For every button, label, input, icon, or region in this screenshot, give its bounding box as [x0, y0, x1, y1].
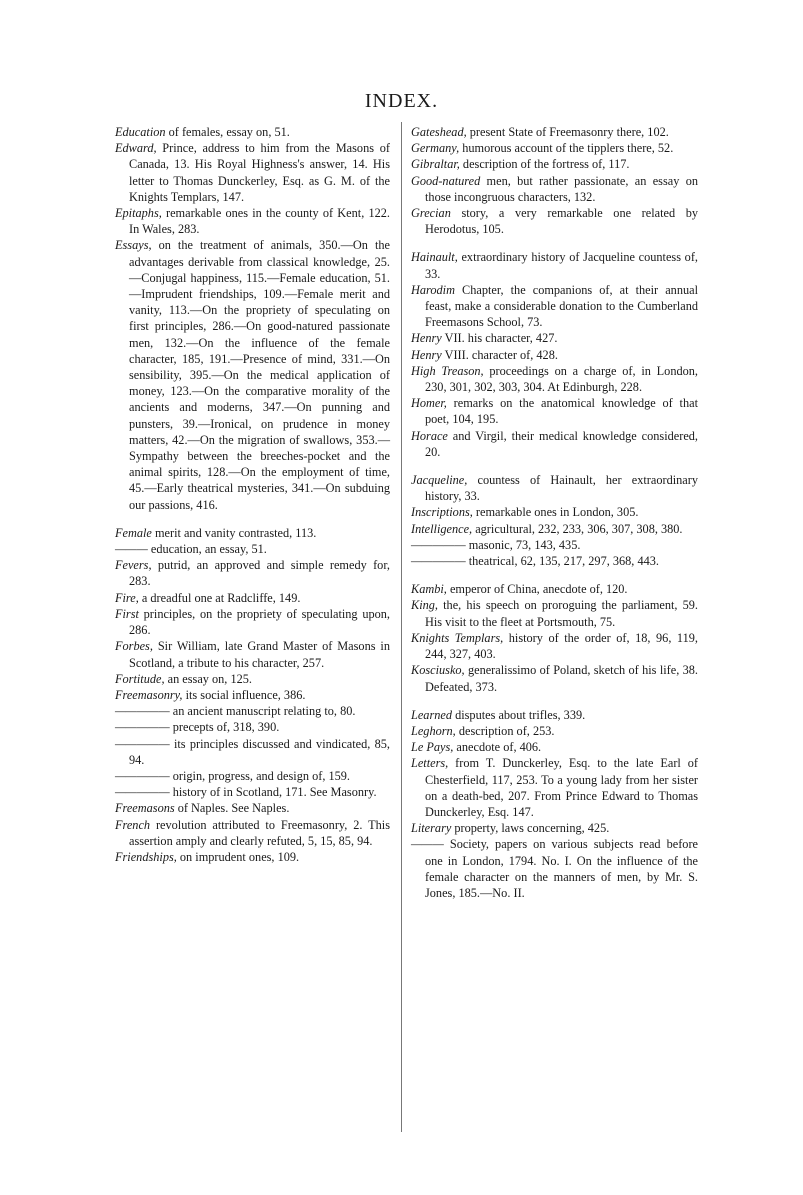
entry-heading: —————	[115, 720, 170, 735]
index-entry	[411, 140, 698, 156]
entry-heading: Grecian	[411, 206, 451, 221]
entry-heading: French	[115, 817, 151, 832]
index-entry	[411, 521, 698, 537]
index-entry	[411, 330, 698, 346]
index-entry	[115, 703, 390, 719]
entry-text: men, but rather passionate, an essay on those incongruous characters, 132.	[425, 173, 698, 204]
index-entry	[115, 849, 390, 865]
index-entry	[411, 428, 698, 460]
index-entry	[411, 472, 698, 504]
index-entry	[115, 768, 390, 784]
entry-text: history of the order of, 18, 96, 119, 244, 327, 403.	[425, 630, 698, 662]
entry-heading: Henry	[411, 347, 442, 362]
entry-text: story, a very remarkable one related by Herodotus, 105.	[425, 206, 698, 237]
index-entry	[411, 249, 698, 281]
entry-text: of Naples. See Naples.	[174, 801, 290, 816]
index-entry	[115, 590, 390, 606]
entry-text: VIII. character of, 428.	[441, 347, 558, 362]
entry-text: generalissimo of Poland, sketch of his life, 38. Defeated, 373.	[425, 663, 698, 694]
entry-text: an essay on, 125.	[164, 671, 252, 686]
entry-heading: ———	[411, 837, 444, 852]
entry-text: emperor of China, anecdote of, 120.	[446, 582, 628, 597]
index-entry	[115, 671, 390, 687]
entry-text: precepts of, 318, 390.	[169, 720, 280, 735]
index-entry	[411, 630, 698, 662]
entry-heading: Hainault,	[411, 250, 458, 265]
index-entry	[115, 800, 390, 816]
index-entry	[115, 606, 390, 638]
index-entry	[411, 723, 698, 739]
index-entry	[411, 395, 698, 427]
entry-heading: Freemasonry,	[115, 687, 183, 702]
entry-heading: Education	[115, 125, 166, 139]
entry-text: description of, 253.	[455, 723, 555, 738]
index-entry	[115, 124, 390, 140]
entry-text: description of the fortress of, 117.	[459, 157, 630, 172]
page-title: INDEX.	[364, 90, 439, 112]
entry-heading: Essays,	[115, 238, 152, 253]
entry-text: theatrical, 62, 135, 217, 297, 368, 443.	[465, 554, 659, 569]
entry-heading: Edward,	[115, 141, 157, 156]
entry-text: Chapter, the companions of, at their annual feast, make a considerable donation to the Cumberland Freemasons School, 73.	[425, 282, 698, 330]
column-divider	[401, 122, 402, 1132]
index-entry	[115, 557, 390, 589]
entry-text: on the treatment of animals, 350.—On the advantages derivable from classical knowledge, 25.—Conjugal happiness, 115.—Female education, 51.—Imprudent friendships, 109.—Female merit and vanity, 113.—On the propriety of speculating on first principles, 286.—On good-natured passionate men, 132.—On the influence of the female character, 185, 191.—Presence of mind, 331.—On sensibility, 395.—On the medical application of money, 123.—On the comparative morality of the ancients and moderns, 347.—On punning and punsters, 39.—Ironical, on prudence in money matters, 42.—On the migration of swallows, 353.—Sympathy between the breeches-pocket and the animal spirits, 128.—On the employment of time, 45.—Early theatrical mysteries, 341.—On subduing our passions, 416.	[129, 238, 390, 512]
entry-heading: Good-natured	[411, 173, 481, 188]
entry-heading: High Treason,	[411, 363, 484, 378]
entry-text: from T. Dunckerley, Esq. to the late Earl of Chesterfield, 117, 253. To a young lady from her sister on a death-bed, 207. From Prince Edward to Thomas Dunckerley, Esq. 147.	[425, 756, 698, 819]
left-column	[115, 124, 390, 865]
index-entry	[411, 820, 698, 836]
index-entry	[411, 363, 698, 395]
entry-text: a dreadful one at Radcliffe, 149.	[138, 590, 301, 605]
entry-heading: Freemasons	[115, 801, 175, 816]
index-entry	[411, 755, 698, 820]
entry-text: history of in Scotland, 171. See Masonry.	[169, 785, 377, 800]
entry-heading: Fire,	[115, 590, 139, 605]
entry-text: present State of Freemasonry there, 102.	[466, 125, 669, 139]
entry-heading: Literary	[411, 821, 452, 836]
index-entry	[411, 156, 698, 172]
entry-heading: Homer,	[411, 396, 447, 411]
index-entry	[411, 707, 698, 723]
entry-heading: Gateshead,	[411, 125, 467, 139]
entry-heading: Horace	[411, 428, 448, 443]
index-entry	[411, 553, 698, 569]
index-entry	[115, 237, 390, 512]
entry-heading: —————	[115, 785, 170, 800]
entry-heading: Leghorn,	[411, 723, 456, 738]
entry-heading: Inscriptions,	[411, 505, 473, 520]
entry-text: agricultural, 232, 233, 306, 307, 308, 380.	[472, 521, 683, 536]
entry-text: humorous account of the tipplers there, 52.	[459, 141, 674, 156]
entry-text: revolution attributed to Freemasonry, 2. This assertion amply and clearly refuted, 5, 15, 85, 94.	[129, 817, 390, 848]
index-entry	[115, 140, 390, 205]
index-entry	[411, 739, 698, 755]
entry-text: Society, papers on various subjects read before one in London, 1794. No. I. On the influence of the female character on the manners of men, by Mr. S. Jones, 185.—No. II.	[425, 837, 698, 900]
index-entry	[411, 282, 698, 331]
entry-text: anecdote of, 406.	[453, 740, 542, 755]
entry-heading: Letters,	[411, 756, 449, 771]
right-column	[411, 124, 698, 901]
index-entry	[115, 719, 390, 735]
index-entry	[411, 173, 698, 205]
index-entry	[115, 736, 390, 768]
entry-heading: Harodim	[411, 282, 455, 297]
entry-text: remarkable ones in London, 305.	[472, 505, 639, 520]
index-entry	[115, 205, 390, 237]
entry-text: on imprudent ones, 109.	[176, 849, 300, 864]
entry-heading: Learned	[411, 707, 452, 722]
index-entry	[115, 817, 390, 849]
entry-heading: Germany,	[411, 141, 460, 156]
entry-text: of females, essay on, 51.	[165, 125, 290, 139]
index-entry	[411, 504, 698, 520]
index-entry	[115, 687, 390, 703]
entry-text: Sir William, late Grand Master of Masons in Scotland, a tribute to his character, 257.	[129, 639, 390, 670]
entry-heading: King,	[411, 598, 438, 613]
entry-text: an ancient manuscript relating to, 80.	[169, 704, 356, 719]
entry-heading: Kambi,	[411, 582, 447, 597]
entry-text: the, his speech on proroguing the parliament, 59. His visit to the fleet at Portsmouth, 75.	[425, 598, 698, 629]
entry-heading: Female	[115, 525, 152, 540]
entry-text: disputes about trifles, 339.	[452, 707, 586, 722]
entry-text: putrid, an approved and simple remedy for, 283.	[129, 558, 390, 589]
entry-text: countess of Hainault, her extraordinary history, 33.	[425, 473, 698, 504]
entry-text: remarkable ones in the county of Kent, 122. In Wales, 283.	[129, 206, 390, 237]
entry-text: property, laws concerning, 425.	[451, 821, 610, 836]
entry-heading: Henry	[411, 331, 442, 346]
entry-heading: First	[115, 606, 139, 621]
entry-heading: Forbes,	[115, 639, 153, 654]
entry-text: merit and vanity contrasted, 113.	[151, 525, 317, 540]
entry-heading: Kosciusko,	[411, 663, 465, 678]
index-entry	[411, 205, 698, 237]
entry-text: remarks on the anatomical knowledge of that poet, 104, 195.	[425, 396, 698, 427]
index-entry	[411, 537, 698, 553]
entry-heading: —————	[115, 768, 170, 783]
index-entry	[115, 784, 390, 800]
entry-heading: Friendships,	[115, 849, 177, 864]
index-entry	[411, 662, 698, 694]
entry-heading: Jacqueline,	[411, 473, 468, 488]
index-entry	[115, 541, 390, 557]
index-entry	[411, 347, 698, 363]
entry-text: masonic, 73, 143, 435.	[465, 537, 581, 552]
entry-text: origin, progress, and design of, 159.	[169, 768, 351, 783]
index-entry	[411, 581, 698, 597]
entry-heading: —————	[115, 704, 170, 719]
entry-text: Prince, address to him from the Masons of Canada, 13. His Royal Highness's answer, 14. His letter to Thomas Dunckerley, Esq. as G. M. of the Knights Templars, 147.	[129, 141, 390, 204]
entry-heading: Fortitude,	[115, 671, 165, 686]
entry-heading: Epitaphs,	[115, 206, 162, 221]
index-entry	[115, 638, 390, 670]
entry-text: VII. his character, 427.	[441, 331, 558, 346]
entry-text: proceedings on a charge of, in London, 230, 301, 302, 303, 304. At Edinburgh, 228.	[425, 363, 698, 395]
entry-heading: Knights Templars,	[411, 630, 504, 645]
entry-text: extraordinary history of Jacqueline countess of, 33.	[425, 250, 698, 281]
entry-heading: Gibraltar,	[411, 157, 460, 172]
entry-heading: ———	[115, 542, 148, 557]
entry-heading: —————	[115, 736, 170, 751]
entry-text: principles, on the propriety of speculating upon, 286.	[129, 606, 390, 638]
entry-text: and Virgil, their medical knowledge considered, 20.	[425, 428, 698, 459]
entry-heading: —————	[411, 554, 466, 569]
index-entry	[411, 124, 698, 140]
entry-text: its social influence, 386.	[182, 687, 306, 702]
entry-text: education, an essay, 51.	[147, 542, 267, 557]
entry-heading: Fevers,	[115, 558, 152, 573]
entry-text: its principles discussed and vindicated, 85, 94.	[129, 736, 390, 767]
entry-heading: Intelligence,	[411, 521, 473, 536]
entry-heading: Le Pays,	[411, 740, 454, 755]
index-entry	[115, 525, 390, 541]
entry-heading: —————	[411, 537, 466, 552]
index-entry	[411, 597, 698, 629]
index-entry	[411, 836, 698, 901]
